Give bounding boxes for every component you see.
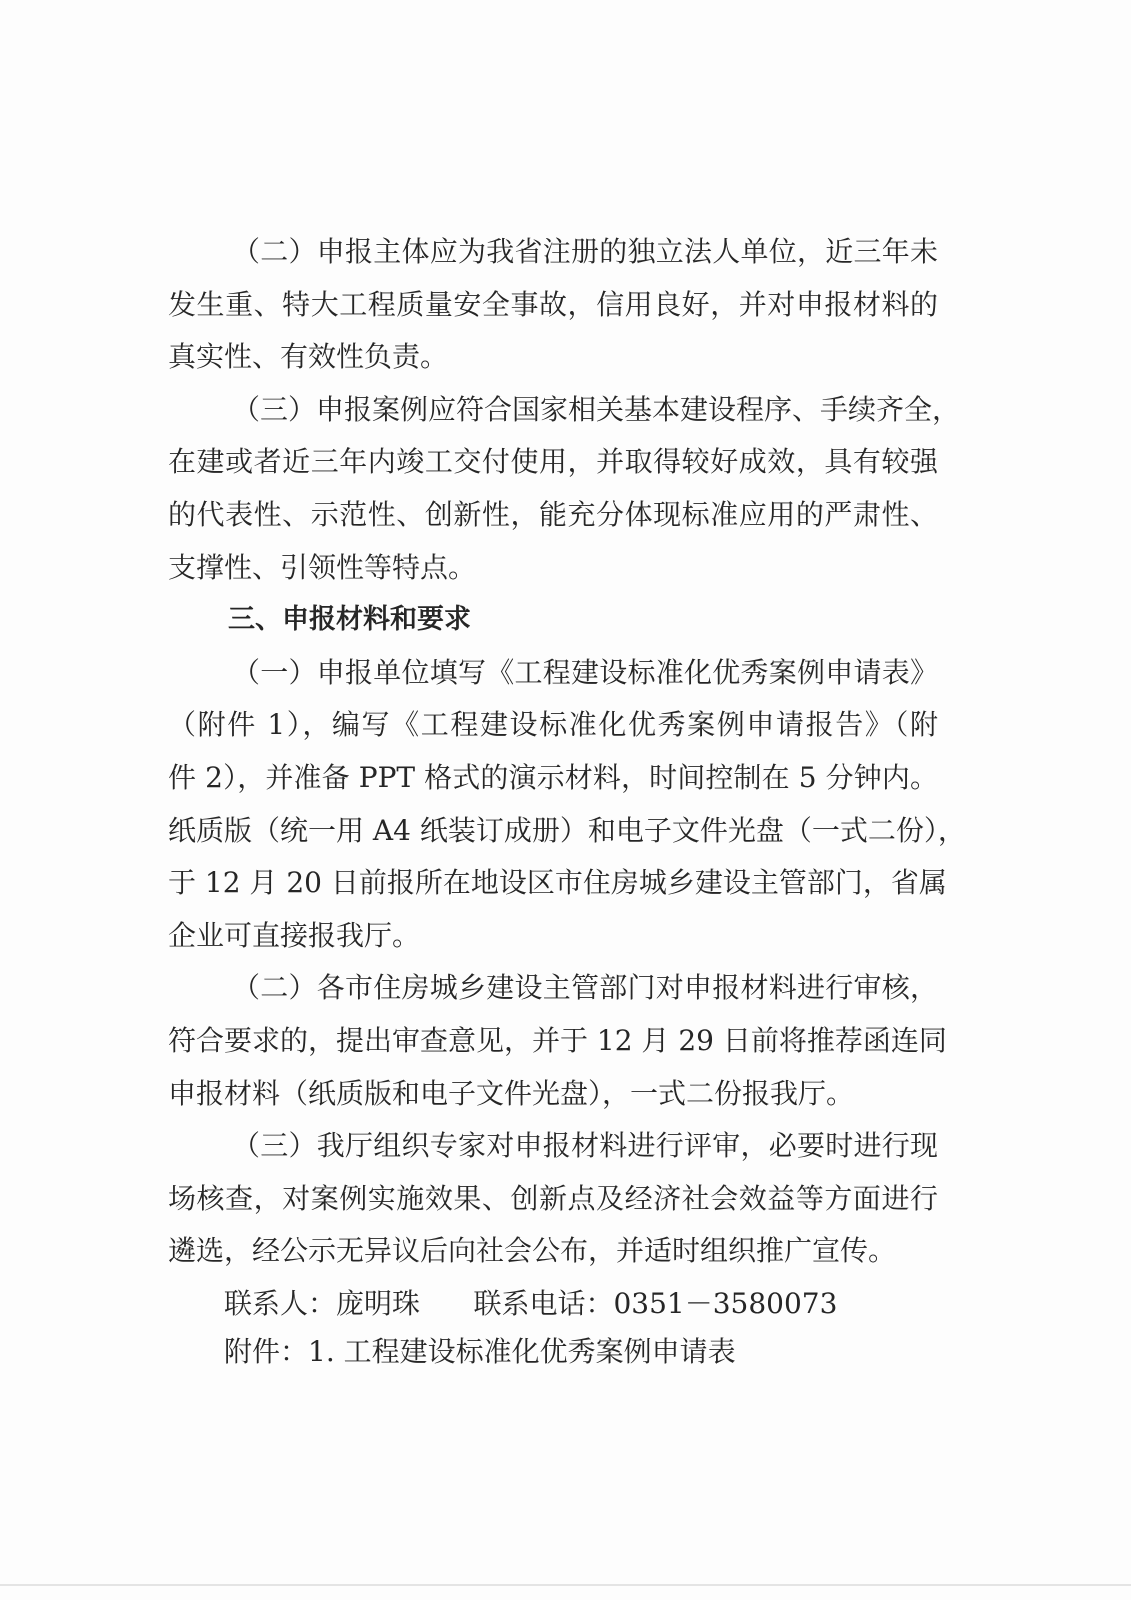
contact-line [168, 1278, 938, 1331]
section-heading-3: 三、申报材料和要求 [228, 604, 471, 636]
text-line: （三）我厅组织专家对申报材料进行评审，必要时进行现 [232, 1129, 938, 1163]
text-line: （二）申报主体应为我省注册的独立法人单位，近三年未 [232, 235, 938, 268]
contact-phone: 0351－3580073 [613, 1286, 838, 1320]
text-line: 在建或者近三年内竣工交付使用，并取得较好成效，具有较强 [168, 445, 938, 479]
text-line: 场核查，对案例实施效果、创新点及经济社会效益等方面进行 [168, 1181, 938, 1215]
text-line: 件 2），并准备 PPT 格式的演示材料，时间控制在 5 分钟内。 [168, 760, 938, 794]
text-line: 遴选，经公示无异议后向社会公布，并适时组织推广宣传。 [168, 1234, 897, 1268]
text-line: （附件 1），编写《工程建设标准化优秀案例申请报告》（附 [168, 708, 938, 742]
document-body [168, 226, 966, 1330]
paragraph-2-2 [168, 226, 938, 384]
contact-phone-label: 联系电话： [473, 1286, 614, 1320]
scan-edge-divider [0, 1584, 1131, 1586]
text-line: 支撑性、引领性等特点。 [168, 550, 477, 584]
paragraph-3-3 [168, 1120, 938, 1278]
contact-person-label: 联系人： [224, 1286, 337, 1320]
attachment-label: 附件： [224, 1335, 309, 1368]
text-line: 的代表性、示范性、创新性，能充分体现标准应用的严肃性、 [168, 497, 938, 531]
text-line: 符合要求的，提出审查意见，并于 12 月 29 日前将推荐函连同 [168, 1023, 947, 1057]
attachment-item: 1. 工程建设标准化优秀案例申请表 [308, 1335, 736, 1368]
attachment-line [224, 1326, 736, 1378]
text-line: （二）各市住房城乡建设主管部门对申报材料进行审核， [232, 971, 938, 1005]
paragraph-3-2 [168, 962, 947, 1120]
text-line: 纸质版（统一用 A4 纸装订成册）和电子文件光盘（一式二份）， [168, 813, 966, 847]
contact-person: 庞明珠 [336, 1286, 421, 1320]
text-line: （一）申报单位填写《工程建设标准化优秀案例申请表》 [232, 655, 938, 689]
text-line: 申报材料（纸质版和电子文件光盘），一式二份报我厅。 [168, 1076, 855, 1110]
text-line: （三）申报案例应符合国家相关基本建设程序、手续齐全， [232, 392, 961, 426]
text-line: 真实性、有效性负责。 [168, 340, 449, 374]
text-line: 于 12 月 20 日前报所在地设区市住房城乡建设主管部门，省属 [168, 866, 947, 900]
text-line: 发生重、特大工程质量安全事故，信用良好，并对申报材料的 [168, 287, 938, 321]
paragraph-2-3 [168, 384, 961, 594]
paragraph-3-1 [168, 647, 966, 963]
text-line: 企业可直接报我厅。 [168, 918, 421, 952]
